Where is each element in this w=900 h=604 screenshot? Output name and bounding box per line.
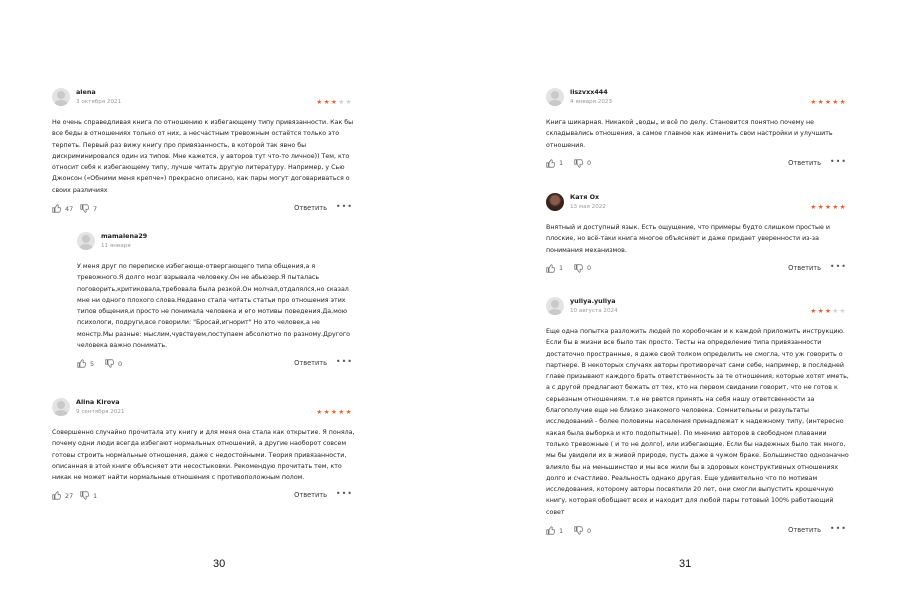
star-filled-icon: ★ [817,307,826,315]
review-card [52,398,355,505]
like-count: 1 [559,264,564,273]
thumbs-up-icon [546,159,555,168]
more-options-icon[interactable]: ••• [829,524,847,534]
like-count: 47 [65,204,74,213]
like-button[interactable] [77,359,94,368]
star-filled-icon: ★ [323,98,332,106]
like-button[interactable] [546,526,563,535]
thumbs-up-icon [52,491,61,500]
rating-stars [810,98,847,106]
thumbs-down-icon [574,526,583,535]
star-filled-icon: ★ [825,203,833,211]
review-date: 13 мая 2022 [570,204,606,210]
star-filled-icon: ★ [345,408,353,416]
star-filled-icon: ★ [810,307,818,315]
more-options-icon[interactable]: ••• [335,489,353,499]
star-empty-icon: ★ [832,307,840,315]
review-text: Еще одна попытка разложить людей по коробочкам и к каждой приложить инструкцию. Если бы в жизни все было так просто. Тесты на определение типа привязанности достаточно пространные, я даже свой толком определить не смогла, что уж говорить о партнере. В некоторых случаях авторы противоречат сами себе, например, в последней главе призывают каждого брать ответственность за те отношения, которые хотят иметь, а с другой предлагают бежать от тех, кто на первом свидании говорит, что не готов к серьезным отношениям. т.е не рвется принять на себя нашу ответсвенности за благополучие еще не близко знакомого человека. Сомнительны и результаты исследований - более половины населения принадлежат к надежному типу, (интересно какая была выборка и кто подопытные). По мнению авторов в свободном плавании только тревожные ( и то не долго), или избегающие. Если бы надежных было так много, мы бы увидели их в живой природе, пусть даже в чужом браке. Большинство однозначно влияло бы на меньшинство и мы все жили бы в здоровых конструктивных отношениях долго и счастливо. Реальность однако другая. Еще удивительно что по мотивам исследования, которому авторы посвятили 20 лет, они смогли выпустить крошечную книгу, которая обобщает всех и находит для любой пары готовый 100% работающий совет [546,328,849,516]
review-reply-card [77,232,355,373]
review-username[interactable]: mamalena29 [101,232,148,240]
reply-button[interactable]: Ответить [294,359,327,368]
page-number: 30 [213,558,226,570]
review-username[interactable]: liszvxx444 [570,88,608,96]
star-filled-icon: ★ [316,408,324,416]
like-button[interactable] [52,204,73,213]
default-avatar-icon[interactable] [77,232,95,250]
like-count: 27 [65,491,74,500]
more-options-icon[interactable]: ••• [829,156,847,166]
rating-stars [810,203,847,211]
star-filled-icon: ★ [810,203,818,211]
star-filled-icon: ★ [338,408,346,416]
like-count: 5 [90,359,95,368]
default-avatar-icon[interactable] [52,88,70,106]
star-empty-icon: ★ [839,307,847,315]
review-date: 9 сентября 2021 [76,409,125,415]
review-date: 4 января 2023 [570,99,613,105]
reply-button[interactable]: Ответить [294,204,327,213]
star-filled-icon: ★ [817,98,826,106]
default-avatar-icon[interactable] [52,398,70,416]
dislike-count: 1 [93,491,98,500]
rating-stars [316,408,353,416]
review-username[interactable]: Alina Kirova [76,398,120,406]
thumbs-down-icon [105,359,114,368]
more-options-icon[interactable]: ••• [829,261,847,271]
like-button[interactable] [52,491,73,500]
reply-button[interactable]: Ответить [788,158,821,167]
page-right [450,0,900,604]
review-card [546,297,849,540]
reply-button[interactable]: Ответить [294,491,327,500]
dislike-button[interactable] [80,204,97,213]
star-filled-icon: ★ [832,98,840,106]
thumbs-down-icon [574,159,583,168]
rating-stars [810,307,847,315]
review-text: Книга шикарная. Никакой „воды„ и всё по делу. Становится понятно почему не складывались отношения, а самое главное как изменить свои настройки и улучшить отношения. [546,119,833,149]
default-avatar-icon[interactable] [546,297,564,315]
like-button[interactable] [546,264,563,273]
star-filled-icon: ★ [832,203,840,211]
star-filled-icon: ★ [331,98,339,106]
more-options-icon[interactable]: ••• [335,357,353,367]
star-filled-icon: ★ [331,408,339,416]
star-empty-icon: ★ [345,98,353,106]
thumbs-up-icon [77,359,86,368]
like-count: 1 [559,159,564,168]
thumbs-up-icon [546,264,555,273]
star-empty-icon: ★ [338,98,346,106]
reply-button[interactable]: Ответить [788,526,821,535]
dislike-button[interactable] [574,526,591,535]
dislike-button[interactable] [105,359,122,368]
review-card [546,193,849,278]
review-text: Не очень справедливая книга по отношению к избегающему типу привязанности. Как бы все беды в отношениях только от них, а несчастным тревожным остаётся только это терпеть. Первый раз вижу книгу про привязанность, в которой так явно бы дискриминировался один из типов. Мне кажется, у авторов тут что-то личное)) Тем, кто относит себя к избегающему типу, лучше читать другую литературу. Например, у Сью Джонсон («Обними меня крепче») прекрасно описано, как пары могут договариваться о своих различиях [52,119,354,194]
thumbs-up-icon [52,204,61,213]
reply-button[interactable]: Ответить [788,263,821,272]
rating-stars [316,98,353,106]
dislike-button[interactable] [574,264,591,273]
thumbs-down-icon [80,491,89,500]
thumbs-down-icon [574,264,583,273]
review-text: У меня друг по переписке избегающе-отвергающего типа общения,а я тревожного.Я долго мозг взрывала человеку.Он не абьюзер.Я пыталась поговорить,критиковала,требовала была резкой.Он молчал,отдалялся,но сказал мне ни одного плохого слова.Недавно стала читать статьи про отношения этих типов общения,и просто не понимала человека и его мотивы поведения.Да,мою психологи, подруги,все говорили: "Бросай,игнорит" Но это человек,а не монстр.Мы разные: мыслим,чувствуем,поступаем абсолютно по разному.Другого человека важно понимать. [77,263,350,350]
review-date: 11 января [101,243,131,249]
dislike-count: 0 [587,159,592,168]
review-card [52,88,355,218]
review-text: Внятный и доступный язык. Есть ощущение, что примеры будто слишком простые и плоские, но всё-таки книга многое объясняет и даже придает уверенности из-за понимания механизмов. [546,224,830,254]
review-date: 10 августа 2024 [570,308,618,314]
review-username[interactable]: alena [76,88,96,96]
more-options-icon[interactable]: ••• [335,202,353,212]
dislike-button[interactable] [80,491,97,500]
default-avatar-icon[interactable] [546,88,564,106]
star-filled-icon: ★ [323,408,332,416]
dislike-count: 7 [93,204,98,213]
user-photo-avatar[interactable] [546,193,564,211]
page-number: 31 [679,558,692,570]
thumbs-up-icon [546,526,555,535]
dislike-count: 0 [587,264,592,273]
review-username[interactable]: yuliya.yuliya [570,297,616,305]
review-date: 3 октября 2021 [76,99,122,105]
dislike-button[interactable] [574,159,591,168]
star-filled-icon: ★ [817,203,826,211]
star-filled-icon: ★ [810,98,818,106]
star-filled-icon: ★ [839,98,847,106]
star-filled-icon: ★ [825,307,833,315]
dislike-count: 0 [587,526,592,535]
review-card [546,88,849,173]
review-username[interactable]: Катя Ох [570,193,600,201]
star-filled-icon: ★ [825,98,833,106]
review-text: Совершенно случайно прочитала эту книгу и для меня она стала как открытие. Я поняла, почему одни люди всегда избегают нормальных отношений, а другие наоборот совсем готовы строить нормальные отношения, даже с недостойными. Теория привязанности, описанная в этой книге объясняет эти несостыковки. Рекомендую прочитать тем, кто никак не может найти нормальные отношения с противоположным полом. [52,429,355,482]
star-filled-icon: ★ [839,203,847,211]
like-button[interactable] [546,159,563,168]
like-count: 1 [559,526,564,535]
dislike-count: 0 [118,359,123,368]
thumbs-down-icon [80,204,89,213]
star-filled-icon: ★ [316,98,324,106]
